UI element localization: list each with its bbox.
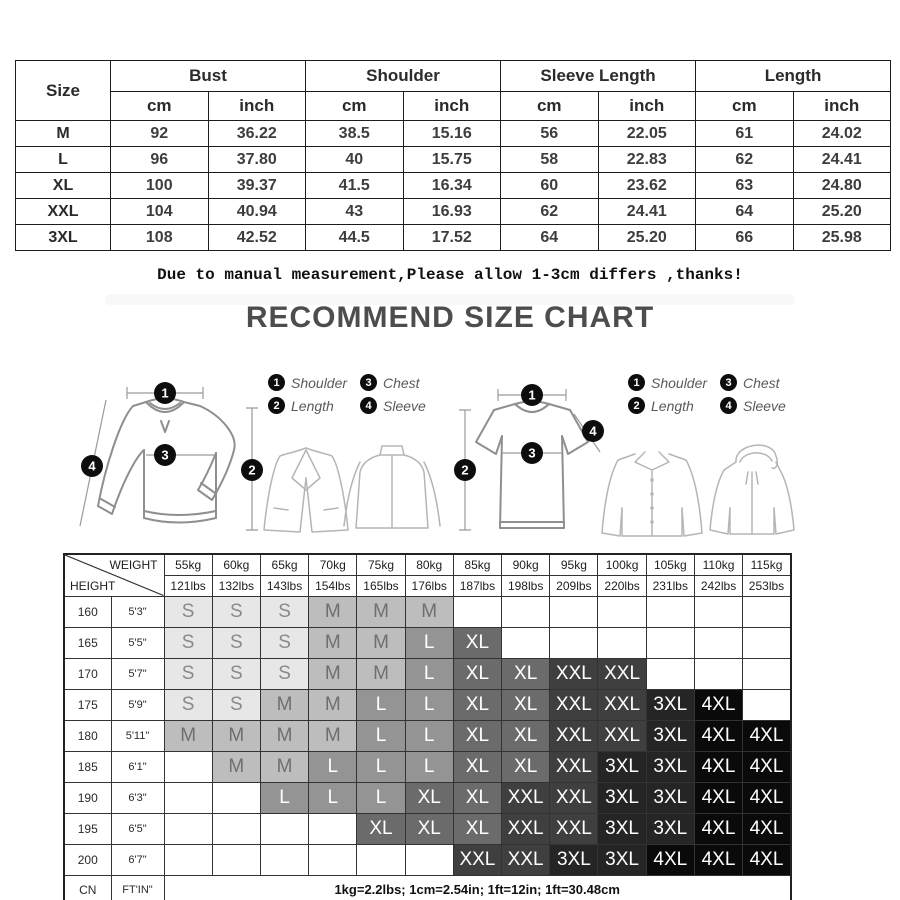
spec-group-header: Shoulder [306,61,501,92]
weight-lbs-header: 198lbs [502,575,550,596]
size-cell: 4XL [694,689,742,720]
measure-marker-number: 1 [528,387,536,403]
spec-value-cell: 63 [696,173,794,199]
recommend-size-matrix [63,553,792,900]
size-cell: 3XL [598,813,646,844]
measure-marker-number: 2 [248,462,256,478]
weight-kg-header: 115kg [743,554,791,575]
size-cell [212,813,260,844]
size-cell [357,844,405,875]
size-cell: S [260,658,308,689]
legend-item [720,397,800,414]
height-ft-label: 6'7" [111,844,164,875]
matrix-footer-row [64,875,791,900]
spec-unit-header: cm [696,92,794,121]
size-cell: XL [405,813,453,844]
spec-value-cell: 24.41 [793,147,891,173]
size-cell [309,844,357,875]
matrix-header [64,554,791,596]
weight-kg-header: 60kg [212,554,260,575]
spec-row [16,225,891,251]
height-cm-label: 200 [64,844,111,875]
size-cell: XL [453,782,501,813]
height-ft-label: 5'9" [111,689,164,720]
size-cell: L [357,689,405,720]
size-cell: 3XL [598,751,646,782]
spec-value-cell: 92 [111,121,209,147]
size-cell: XXL [453,844,501,875]
legend-item [360,374,440,391]
measurement-legend-right [628,374,800,414]
spec-value-cell: 96 [111,147,209,173]
size-cell: S [164,689,212,720]
size-cell: XL [502,689,550,720]
size-cell: 4XL [694,844,742,875]
legend-label: Chest [743,374,780,391]
size-cell: XXL [550,751,598,782]
size-cell: L [309,751,357,782]
matrix-row [64,596,791,627]
weight-kg-header: 75kg [357,554,405,575]
size-cell: S [164,627,212,658]
size-cell: XXL [550,813,598,844]
spec-size-header: Size [16,61,111,121]
size-cell: 4XL [743,844,791,875]
spec-value-cell: 64 [696,199,794,225]
height-cm-label: 190 [64,782,111,813]
spec-value-cell: 38.5 [306,121,404,147]
spec-value-cell: 24.41 [598,199,696,225]
size-cell: M [212,720,260,751]
legend-number-badge: 4 [720,397,737,414]
matrix-row [64,844,791,875]
size-cell: M [357,658,405,689]
size-cell: XXL [598,658,646,689]
spec-size-label: L [16,147,111,173]
matrix-row [64,627,791,658]
spec-row [16,147,891,173]
spec-value-cell: 60 [501,173,599,199]
legend-item [268,374,360,391]
legend-number-badge: 3 [720,374,737,391]
size-cell: 3XL [550,844,598,875]
legend-label: Shoulder [651,374,708,391]
matrix-row [64,751,791,782]
size-cell [164,782,212,813]
size-cell: XXL [598,720,646,751]
size-cell: 4XL [743,813,791,844]
size-cell: XL [453,627,501,658]
size-cell: XL [502,751,550,782]
size-cell: S [212,658,260,689]
size-spec-body [16,121,891,251]
spec-unit-header: inch [793,92,891,121]
weight-lbs-header: 231lbs [646,575,694,596]
size-cell: S [212,689,260,720]
size-cell: XL [453,658,501,689]
size-cell [646,658,694,689]
weight-kg-header: 105kg [646,554,694,575]
size-cell: M [164,720,212,751]
size-cell: 3XL [646,751,694,782]
size-cell: 4XL [694,782,742,813]
size-cell: 4XL [694,813,742,844]
spec-value-cell: 40 [306,147,404,173]
spec-value-cell: 17.52 [403,225,501,251]
measure-marker-number: 1 [161,385,169,401]
weight-lbs-header: 154lbs [309,575,357,596]
size-cell: XL [357,813,405,844]
weight-kg-header: 100kg [598,554,646,575]
footer-ftin-label: FT'IN" [111,875,164,900]
spec-value-cell: 24.02 [793,121,891,147]
weight-lbs-header: 143lbs [260,575,308,596]
weight-lbs-header: 209lbs [550,575,598,596]
size-cell: M [260,689,308,720]
spec-value-cell: 16.34 [403,173,501,199]
spec-value-cell: 25.20 [793,199,891,225]
legend-item [360,397,440,414]
spec-value-cell: 44.5 [306,225,404,251]
size-cell: 3XL [598,782,646,813]
spec-value-cell: 62 [696,147,794,173]
matrix-lbs-row [64,575,791,596]
size-cell: M [309,596,357,627]
spec-value-cell: 108 [111,225,209,251]
spec-value-cell: 15.16 [403,121,501,147]
size-cell: M [309,720,357,751]
size-cell: XL [405,782,453,813]
legend-label: Length [651,397,694,414]
size-cell [743,627,791,658]
size-cell: XXL [550,720,598,751]
size-cell: L [405,751,453,782]
weight-kg-header: 110kg [694,554,742,575]
spec-value-cell: 58 [501,147,599,173]
height-cm-label: 160 [64,596,111,627]
size-cell: M [212,751,260,782]
weight-lbs-header: 176lbs [405,575,453,596]
size-cell [405,844,453,875]
spec-group-header: Sleeve Length [501,61,696,92]
spec-value-cell: 100 [111,173,209,199]
weight-lbs-header: 187lbs [453,575,501,596]
size-cell [694,627,742,658]
spec-group-row [16,61,891,92]
size-cell: 3XL [598,844,646,875]
height-cm-label: 165 [64,627,111,658]
legend-item [720,374,800,391]
size-cell: XXL [550,689,598,720]
measure-marker-number: 4 [88,458,96,474]
legend-number-badge: 2 [628,397,645,414]
spec-value-cell: 104 [111,199,209,225]
height-ft-label: 6'1" [111,751,164,782]
legend-label: Shoulder [291,374,348,391]
legend-label: Sleeve [743,397,786,414]
size-cell: M [357,596,405,627]
size-cell: S [212,627,260,658]
spec-size-label: M [16,121,111,147]
size-cell: L [405,627,453,658]
spec-unit-header: inch [208,92,306,121]
weight-lbs-header: 132lbs [212,575,260,596]
size-cell: 3XL [646,689,694,720]
size-cell: XL [453,751,501,782]
spec-value-cell: 42.52 [208,225,306,251]
size-cell [694,596,742,627]
size-cell: S [260,596,308,627]
size-cell: L [260,782,308,813]
size-spec-header [16,61,891,121]
spec-value-cell: 16.93 [403,199,501,225]
height-cm-label: 170 [64,658,111,689]
size-cell: M [309,658,357,689]
spec-unit-header: cm [501,92,599,121]
size-cell [550,596,598,627]
size-cell: L [357,782,405,813]
size-cell: XL [502,658,550,689]
size-cell: M [309,627,357,658]
matrix-row [64,782,791,813]
spec-value-cell: 22.05 [598,121,696,147]
size-cell [502,627,550,658]
weight-lbs-header: 220lbs [598,575,646,596]
button-shirt-drawing [602,452,702,536]
size-cell: XXL [502,782,550,813]
size-cell [502,596,550,627]
spec-value-cell: 56 [501,121,599,147]
measurement-note: Due to manual measurement,Please allow 1-3cm differs ,thanks! [157,266,743,284]
legend-number-badge: 1 [628,374,645,391]
size-cell [550,627,598,658]
size-cell: 4XL [694,720,742,751]
weight-kg-header: 90kg [502,554,550,575]
weight-kg-header: 65kg [260,554,308,575]
size-cell: S [164,658,212,689]
spec-value-cell: 22.83 [598,147,696,173]
spec-size-label: 3XL [16,225,111,251]
spec-row [16,121,891,147]
size-cell: L [309,782,357,813]
size-cell: S [212,596,260,627]
weight-lbs-header: 253lbs [743,575,791,596]
legend-label: Length [291,397,334,414]
size-cell [453,596,501,627]
matrix-row [64,689,791,720]
spec-value-cell: 25.20 [598,225,696,251]
legend-number-badge: 1 [268,374,285,391]
spec-size-label: XL [16,173,111,199]
size-cell: XL [453,813,501,844]
height-cm-label: 180 [64,720,111,751]
size-cell: L [405,720,453,751]
size-cell [598,627,646,658]
size-cell [646,596,694,627]
height-cm-label: 175 [64,689,111,720]
size-cell: M [260,751,308,782]
size-cell [164,844,212,875]
size-cell [260,844,308,875]
weight-kg-header: 95kg [550,554,598,575]
measure-marker-number: 2 [461,462,469,478]
size-cell: XXL [550,658,598,689]
measure-marker-number: 3 [528,445,536,461]
spec-unit-header: cm [111,92,209,121]
spec-value-cell: 15.75 [403,147,501,173]
matrix-kg-row [64,554,791,575]
size-cell: XL [502,720,550,751]
size-cell: S [164,596,212,627]
size-cell: XL [453,689,501,720]
size-cell: M [357,627,405,658]
size-cell: L [405,689,453,720]
spec-row [16,173,891,199]
height-ft-label: 6'3" [111,782,164,813]
size-cell [646,627,694,658]
size-cell: S [260,627,308,658]
size-cell [212,844,260,875]
size-cell [164,813,212,844]
spec-unit-header: inch [403,92,501,121]
size-cell: 4XL [646,844,694,875]
spec-value-cell: 23.62 [598,173,696,199]
spec-value-cell: 64 [501,225,599,251]
size-cell: M [405,596,453,627]
weight-kg-header: 80kg [405,554,453,575]
spec-value-cell: 25.98 [793,225,891,251]
height-ft-label: 5'7" [111,658,164,689]
size-cell: 3XL [646,782,694,813]
spec-value-cell: 61 [696,121,794,147]
spec-unit-header: inch [598,92,696,121]
spec-value-cell: 39.37 [208,173,306,199]
size-cell: 4XL [743,782,791,813]
legend-label: Sleeve [383,397,426,414]
spec-size-label: XXL [16,199,111,225]
legend-number-badge: 3 [360,374,377,391]
size-cell: M [260,720,308,751]
size-spec-table-wrap [15,60,890,251]
size-cell: XXL [598,689,646,720]
corner-height-label: HEIGHT [70,578,116,593]
weight-kg-header: 70kg [309,554,357,575]
size-cell: 4XL [694,751,742,782]
matrix-row [64,658,791,689]
spec-group-header: Length [696,61,891,92]
weight-lbs-header: 242lbs [694,575,742,596]
height-cm-label: 195 [64,813,111,844]
legend-item [268,397,360,414]
measurement-legend-left [268,374,440,414]
size-cell [743,658,791,689]
size-cell: L [357,751,405,782]
recommend-matrix-wrap [63,553,790,900]
size-cell [694,658,742,689]
spec-value-cell: 40.94 [208,199,306,225]
spec-value-cell: 43 [306,199,404,225]
size-cell: XXL [502,813,550,844]
blazer-drawing [264,448,348,532]
footer-cn-label: CN [64,875,111,900]
size-cell: XL [453,720,501,751]
legend-item [628,397,720,414]
size-cell [164,751,212,782]
corner-weight-label: WEIGHT [109,558,158,572]
spec-unit-header: cm [306,92,404,121]
spec-value-cell: 41.5 [306,173,404,199]
legend-number-badge: 2 [268,397,285,414]
matrix-row [64,813,791,844]
measure-marker-number: 3 [161,447,169,463]
size-cell [309,813,357,844]
height-cm-label: 185 [64,751,111,782]
size-cell [212,782,260,813]
size-cell: XXL [550,782,598,813]
spec-value-cell: 24.80 [793,173,891,199]
hoodie-drawing [710,445,794,534]
size-chart-heading: RECOMMEND SIZE CHART [245,301,655,334]
spec-value-cell: 36.22 [208,121,306,147]
size-cell: L [405,658,453,689]
matrix-body [64,596,791,900]
legend-label: Chest [383,374,420,391]
zip-jacket-drawing [344,446,440,528]
size-cell: 3XL [646,813,694,844]
size-cell [598,596,646,627]
legend-number-badge: 4 [360,397,377,414]
size-spec-table [15,60,891,251]
weight-lbs-header: 165lbs [357,575,405,596]
tshirt-drawing [476,402,588,529]
matrix-row [64,720,791,751]
legend-item [628,374,720,391]
spec-value-cell: 37.80 [208,147,306,173]
weight-lbs-header: 121lbs [164,575,212,596]
height-ft-label: 5'5" [111,627,164,658]
measure-marker-number: 4 [589,423,597,439]
height-ft-label: 5'3" [111,596,164,627]
spec-group-header: Bust [111,61,306,92]
size-cell: 3XL [646,720,694,751]
spec-row [16,199,891,225]
size-cell: 4XL [743,751,791,782]
height-ft-label: 6'5" [111,813,164,844]
matrix-corner-cell [64,554,164,596]
spec-unit-row [16,92,891,121]
spec-value-cell: 66 [696,225,794,251]
spec-value-cell: 62 [501,199,599,225]
size-cell: XXL [502,844,550,875]
size-cell: L [357,720,405,751]
weight-kg-header: 85kg [453,554,501,575]
size-cell [743,596,791,627]
size-cell: M [309,689,357,720]
unit-conversion-note: 1kg=2.2lbs; 1cm=2.54in; 1ft=12in; 1ft=30.48cm [164,875,791,900]
size-cell [743,689,791,720]
weight-kg-header: 55kg [164,554,212,575]
height-ft-label: 5'11" [111,720,164,751]
size-cell: 4XL [743,720,791,751]
size-cell [260,813,308,844]
